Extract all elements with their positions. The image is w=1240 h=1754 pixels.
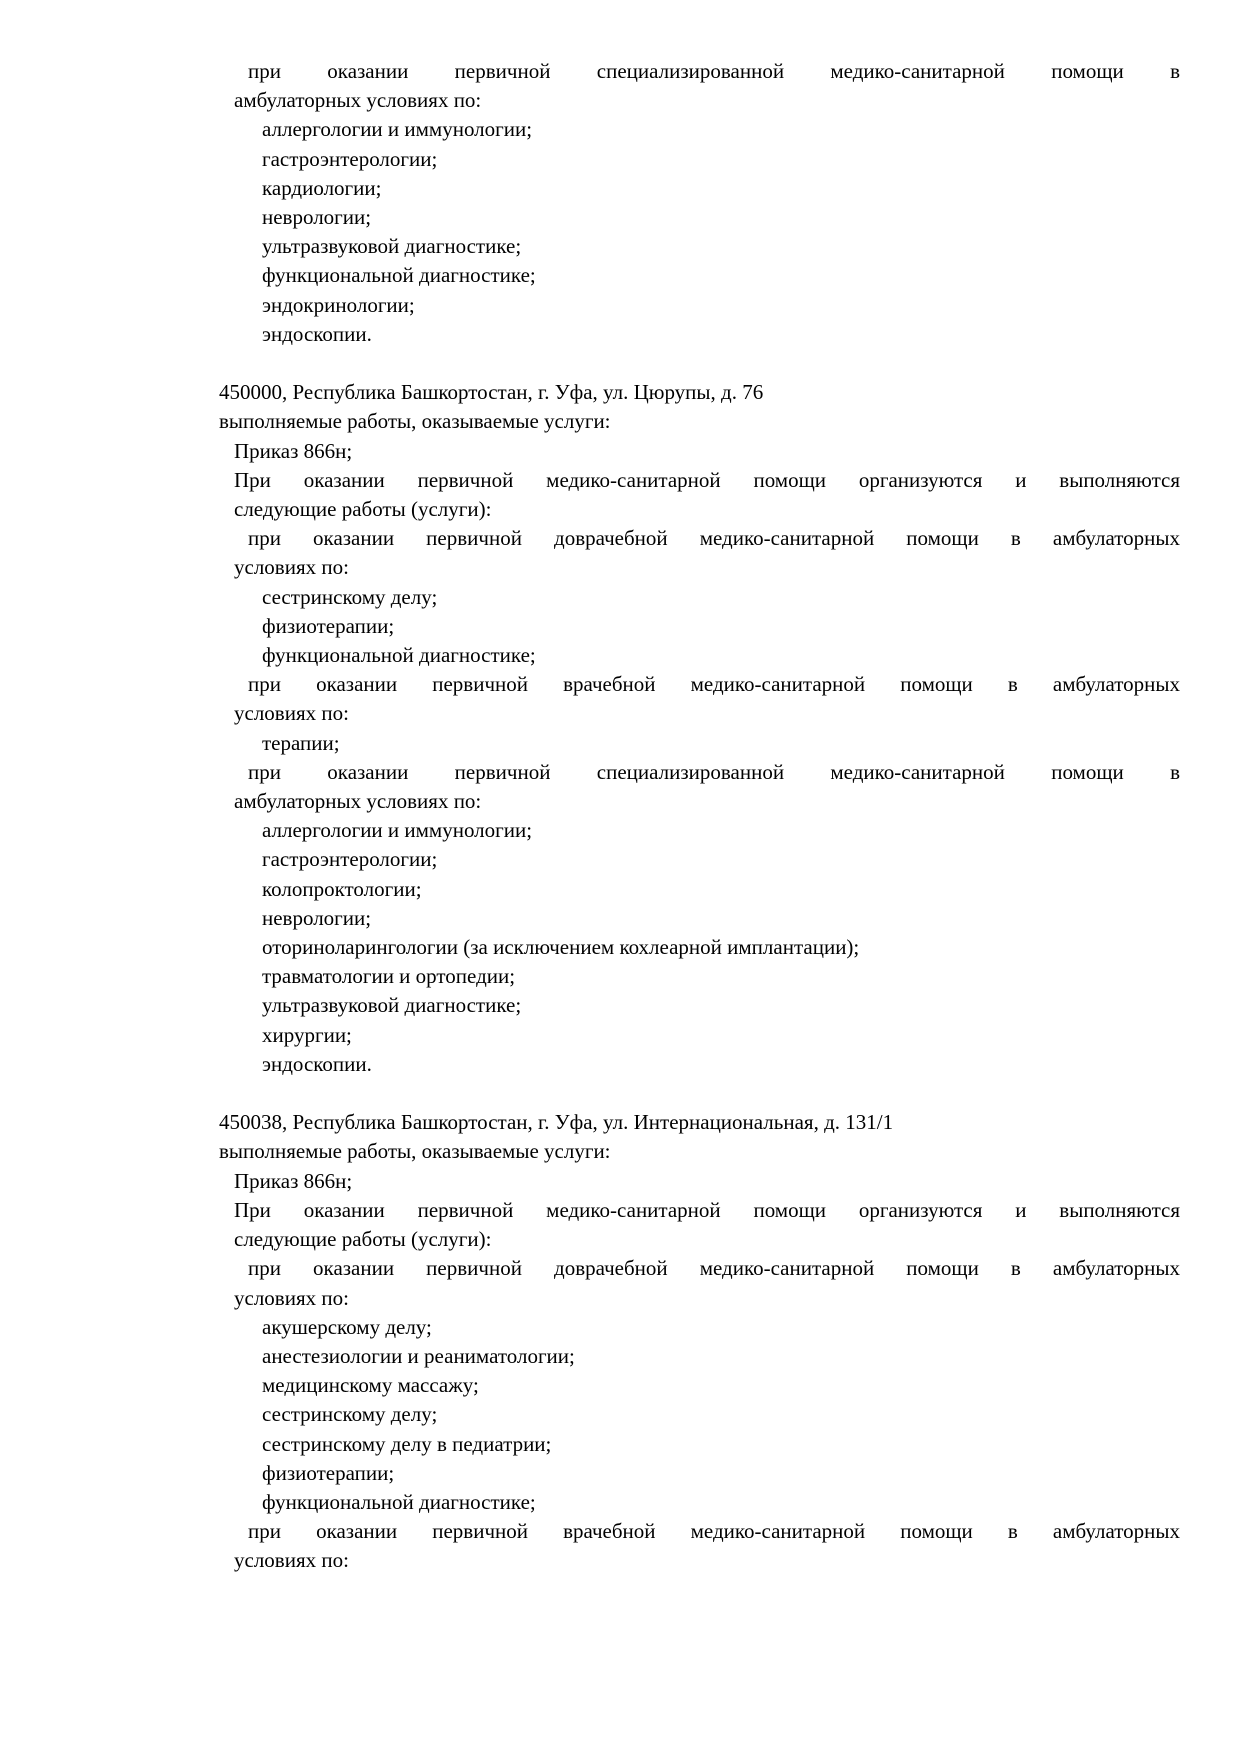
text-line: неврологии; <box>262 205 372 230</box>
text-line: аллергологии и иммунологии; <box>262 818 533 843</box>
text-line: условиях по: <box>234 701 349 726</box>
text-line: Приказ 866н; <box>234 438 353 463</box>
text-line: сестринскому делу в педиатрии; <box>262 1431 552 1456</box>
text-line: акушерскому делу; <box>262 1314 432 1339</box>
text-line: функциональной диагностике; <box>262 1489 536 1514</box>
text-line: амбулаторных условиях по: <box>234 88 482 113</box>
text-line: условиях по: <box>234 1548 349 1573</box>
text-line: ультразвуковой диагностике; <box>262 234 522 259</box>
text-line: хирургии; <box>262 1022 352 1047</box>
text-line: при оказании первичной доврачебной медико-санитарной помощи в амбулаторных <box>248 1256 1180 1281</box>
text-line: выполняемые работы, оказываемые услуги: <box>219 409 611 434</box>
text-line: анестезиологии и реаниматологии; <box>262 1343 575 1368</box>
text-line: гастроэнтерологии; <box>262 847 438 872</box>
text-line: Приказ 866н; <box>234 1168 353 1193</box>
text-line: при оказании первичной врачебной медико-санитарной помощи в амбулаторных <box>248 1519 1180 1544</box>
text-line: при оказании первичной врачебной медико-санитарной помощи в амбулаторных <box>248 672 1180 697</box>
text-line: 450038, Республика Башкортостан, г. Уфа, ул. Интернациональная, д. 131/1 <box>219 1110 894 1135</box>
text-line: при оказании первичной специализированной медико-санитарной помощи в <box>248 759 1180 784</box>
text-line: гастроэнтерологии; <box>262 146 438 171</box>
text-line: сестринскому делу; <box>262 584 438 609</box>
text-line: эндоскопии. <box>262 1051 372 1076</box>
text-line: условиях по: <box>234 1285 349 1310</box>
text-line: физиотерапии; <box>262 1460 395 1485</box>
text-line: медицинскому массажу; <box>262 1373 479 1398</box>
text-line: аллергологии и иммунологии; <box>262 117 533 142</box>
text-line: 450000, Республика Башкортостан, г. Уфа, ул. Цюрупы, д. 76 <box>219 380 764 405</box>
text-line: неврологии; <box>262 905 372 930</box>
text-line: колопроктологии; <box>262 876 422 901</box>
text-line: ультразвуковой диагностике; <box>262 993 522 1018</box>
text-line: травматологии и ортопедии; <box>262 964 516 989</box>
text-line: функциональной диагностике; <box>262 643 536 668</box>
text-line: условиях по: <box>234 555 349 580</box>
text-line: функциональной диагностике; <box>262 263 536 288</box>
text-line: амбулаторных условиях по: <box>234 789 482 814</box>
blank-line <box>219 1079 1180 1108</box>
text-line: эндокринологии; <box>262 292 415 317</box>
text-line: При оказании первичной медико-санитарной помощи организуются и выполняются <box>234 467 1180 492</box>
text-line: при оказании первичной доврачебной медико-санитарной помощи в амбулаторных <box>248 526 1180 551</box>
text-line: следующие работы (услуги): <box>234 1227 492 1252</box>
blank-line <box>219 349 1180 378</box>
text-line: следующие работы (услуги): <box>234 497 492 522</box>
text-line: оториноларингологии (за исключением кохлеарной имплантации); <box>262 935 860 960</box>
text-line: При оказании первичной медико-санитарной помощи организуются и выполняются <box>234 1197 1180 1222</box>
text-line: терапии; <box>262 730 340 755</box>
text-line: при оказании первичной специализированной медико-санитарной помощи в <box>248 59 1180 83</box>
text-line: физиотерапии; <box>262 613 395 638</box>
text-line: кардиологии; <box>262 175 382 200</box>
text-line: сестринскому делу; <box>262 1402 438 1427</box>
text-line: выполняемые работы, оказываемые услуги: <box>219 1139 611 1164</box>
text-line: эндоскопии. <box>262 321 372 346</box>
